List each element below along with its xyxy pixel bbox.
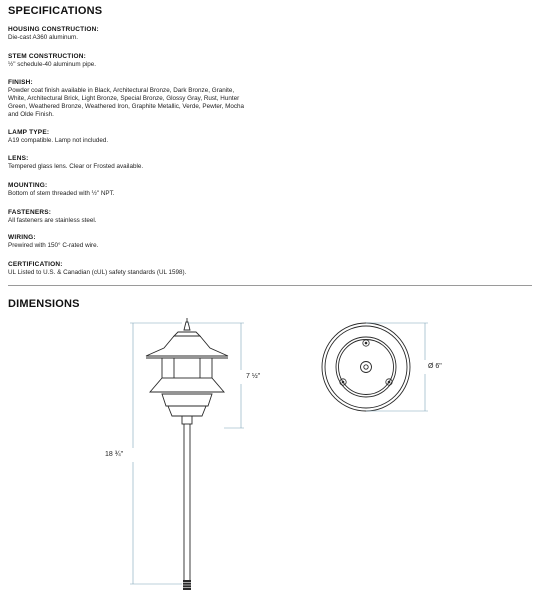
spec-label: FINISH: xyxy=(8,79,33,86)
overall-height-dimension: 18 ¾" xyxy=(105,451,124,458)
spec-value: Prewired with 150° C-rated wire. xyxy=(8,242,99,249)
spec-value-line: White, Architectural Brick, Light Bronze, Special Bronze, Glossy Gray, Rust, Hunter xyxy=(8,95,240,102)
spec-value: ½" schedule-40 aluminum pipe. xyxy=(8,61,96,68)
spec-value: UL Listed to U.S. & Canadian (cUL) safety standards (UL 1598). xyxy=(8,269,187,276)
spec-label: HOUSING CONSTRUCTION: xyxy=(8,26,99,33)
spec-value-line: Powder coat finish available in Black, Architectural Bronze, Dark Bronze, Granite, xyxy=(8,87,235,94)
spec-value: A19 compatible. Lamp not included. xyxy=(8,137,109,144)
dimensions-title: DIMENSIONS xyxy=(8,298,80,310)
spec-label: LAMP TYPE: xyxy=(8,129,50,136)
specifications-title: SPECIFICATIONS xyxy=(8,5,103,17)
fixture-top-view xyxy=(322,323,410,411)
spec-label: WIRING: xyxy=(8,234,36,241)
spec-label: MOUNTING: xyxy=(8,182,48,189)
head-height-dimension: 7 ½" xyxy=(246,373,261,380)
spec-value: Bottom of stem threaded with ½" NPT. xyxy=(8,190,115,197)
spec-label: FASTENERS: xyxy=(8,209,52,216)
spec-value: Die-cast A360 aluminum. xyxy=(8,34,78,41)
spec-label: CERTIFICATION: xyxy=(8,261,63,268)
spec-value: All fasteners are stainless steel. xyxy=(8,217,97,224)
diameter-dimension: Ø 6" xyxy=(428,363,442,370)
spec-value-line: Green, Weathered Bronze, Weathered Iron, Graphite Metallic, Verde, Pewter, Mocha xyxy=(8,103,245,110)
spec-value: Tempered glass lens. Clear or Frosted available. xyxy=(8,163,144,170)
spec-value-line: and Olde Finish. xyxy=(8,111,54,118)
spec-label: LENS: xyxy=(8,155,29,162)
spec-label: STEM CONSTRUCTION: xyxy=(8,53,86,60)
